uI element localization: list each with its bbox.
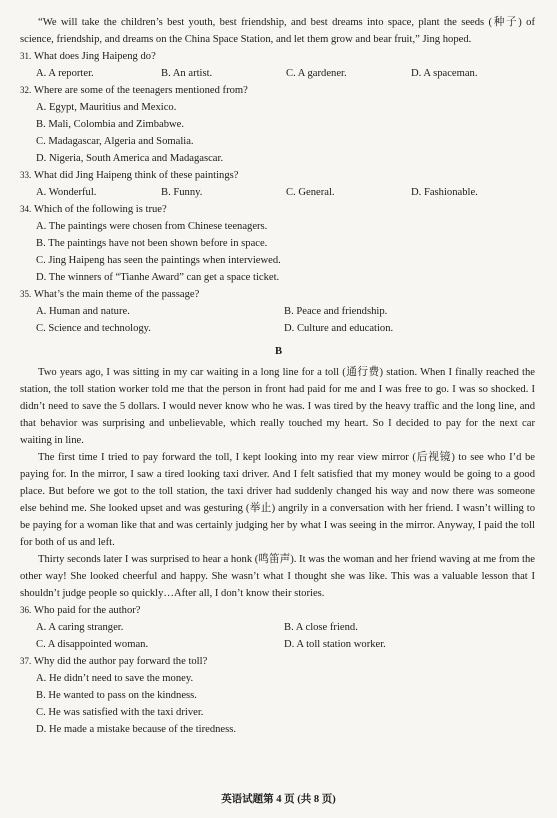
option-a: A. The paintings were chosen from Chinese teenagers.: [36, 221, 268, 232]
option-b: B. The paintings have not been shown before in space.: [36, 238, 268, 249]
question-35-options-row-2: [0, 320, 557, 337]
passage-b-paragraph-2: The first time I tried to pay forward the toll, I kept looking into my rear view mirror (后视镜) to see who I’d be paying for. In the mirror, I saw a tired looking taxi driver. And I felt satisfied that my money would be going to a good place. But before we got to the toll station, the taxi driver had suddenly changed his way and now there was someone else behind me. She looked upset and was gesturing (举止) angrily in a conversation with her friend. I wasn’t willing to be paying for a woman like that and was certainly judging her by what I was seeing in the mirror. Anyway, I paid the toll for both of us and left.: [20, 452, 535, 548]
question-35: [0, 286, 557, 303]
option-a: A. Wonderful.: [36, 187, 97, 198]
question-32: [0, 82, 557, 99]
question-36: [0, 602, 557, 619]
passage-a-closing-paragraph: “We will take the children’s best youth, best friendship, and best dreams into space, plant the seeds (种子) of science, friendship, and dreams on the China Space Station, and let them grow and bear fruit,” Jing hoped.: [20, 17, 535, 45]
question-number: 37.: [20, 656, 32, 666]
option-d: D. The winners of “Tianhe Award” can get a space ticket.: [36, 272, 280, 283]
question-number: 31.: [20, 51, 32, 61]
option-c: C. Jing Haipeng has seen the paintings when interviewed.: [36, 255, 281, 266]
question-number: 34.: [20, 204, 32, 214]
question-text: Which of the following is true?: [34, 204, 167, 215]
question-number: 35.: [20, 289, 32, 299]
question-number: 36.: [20, 605, 32, 615]
question-text: What’s the main theme of the passage?: [34, 289, 200, 300]
question-31: [0, 48, 557, 65]
option-b: B. Mali, Colombia and Zimbabwe.: [36, 119, 184, 130]
option-a: A. A caring stranger.: [36, 622, 124, 633]
question-35-options-row-1: [0, 303, 557, 320]
option-d: D. Culture and education.: [284, 323, 394, 334]
option-a: A. Egypt, Mauritius and Mexico.: [36, 102, 177, 113]
question-number: 32.: [20, 85, 32, 95]
question-34: [0, 201, 557, 218]
option-a: A. Human and nature.: [36, 306, 130, 317]
option-d: D. Nigeria, South America and Madagascar.: [36, 153, 224, 164]
page-footer: 英语试题第 4 页 (共 8 页): [221, 794, 336, 805]
option-d: D. A spaceman.: [411, 68, 478, 79]
question-31-options: [0, 65, 557, 82]
question-33-options: [0, 184, 557, 201]
option-b: B. A close friend.: [284, 622, 358, 633]
question-number: 33.: [20, 170, 32, 180]
question-text: Where are some of the teenagers mentioned from?: [34, 85, 248, 96]
option-b: B. An artist.: [161, 68, 213, 79]
question-36-options-row-2: [0, 636, 557, 653]
question-36-options-row-1: [0, 619, 557, 636]
option-c: C. A gardener.: [286, 68, 347, 79]
option-c: C. He was satisfied with the taxi driver.: [36, 707, 204, 718]
option-c: C. Madagascar, Algeria and Somalia.: [36, 136, 194, 147]
passage-b-paragraph-1: Two years ago, I was sitting in my car waiting in a long line for a toll (通行费) station. When I finally reached the station, the toll station worker told me that the person in front had paid for me and I was free to go. I was so shocked. I didn’t need to save the 5 dollars. I would never know who he was. I was tired by the heavy traffic and the long line, and that behavior was surprising and unbelievable, which really touched my heart. So I decided to pay for the next car waiting in line.: [20, 367, 535, 446]
question-37: [0, 653, 557, 670]
option-d: D. A toll station worker.: [284, 639, 386, 650]
question-text: Why did the author pay forward the toll?: [34, 656, 208, 667]
passage-b-paragraph-3: Thirty seconds later I was surprised to hear a honk (鸣笛声). It was the woman and her friend waving at me from the other way! She looked cheerful and happy. She wasn’t what I thought she was like. This was a valuable lesson that I shouldn’t judge people so quickly…After all, I don’t know their stories.: [20, 554, 535, 599]
option-c: C. A disappointed woman.: [36, 639, 149, 650]
question-text: What does Jing Haipeng do?: [34, 51, 156, 62]
section-heading: B: [274, 346, 283, 357]
question-33: [0, 167, 557, 184]
option-a: A. He didn’t need to save the money.: [36, 673, 194, 684]
option-b: B. Peace and friendship.: [284, 306, 388, 317]
option-d: D. He made a mistake because of the tiredness.: [36, 724, 237, 735]
option-d: D. Fashionable.: [411, 187, 478, 198]
question-text: Who paid for the author?: [34, 605, 141, 616]
option-c: C. Science and technology.: [36, 323, 151, 334]
option-b: B. Funny.: [161, 187, 203, 198]
option-b: B. He wanted to pass on the kindness.: [36, 690, 197, 701]
option-c: C. General.: [286, 187, 335, 198]
question-text: What did Jing Haipeng think of these paintings?: [34, 170, 239, 181]
option-a: A. A reporter.: [36, 68, 94, 79]
